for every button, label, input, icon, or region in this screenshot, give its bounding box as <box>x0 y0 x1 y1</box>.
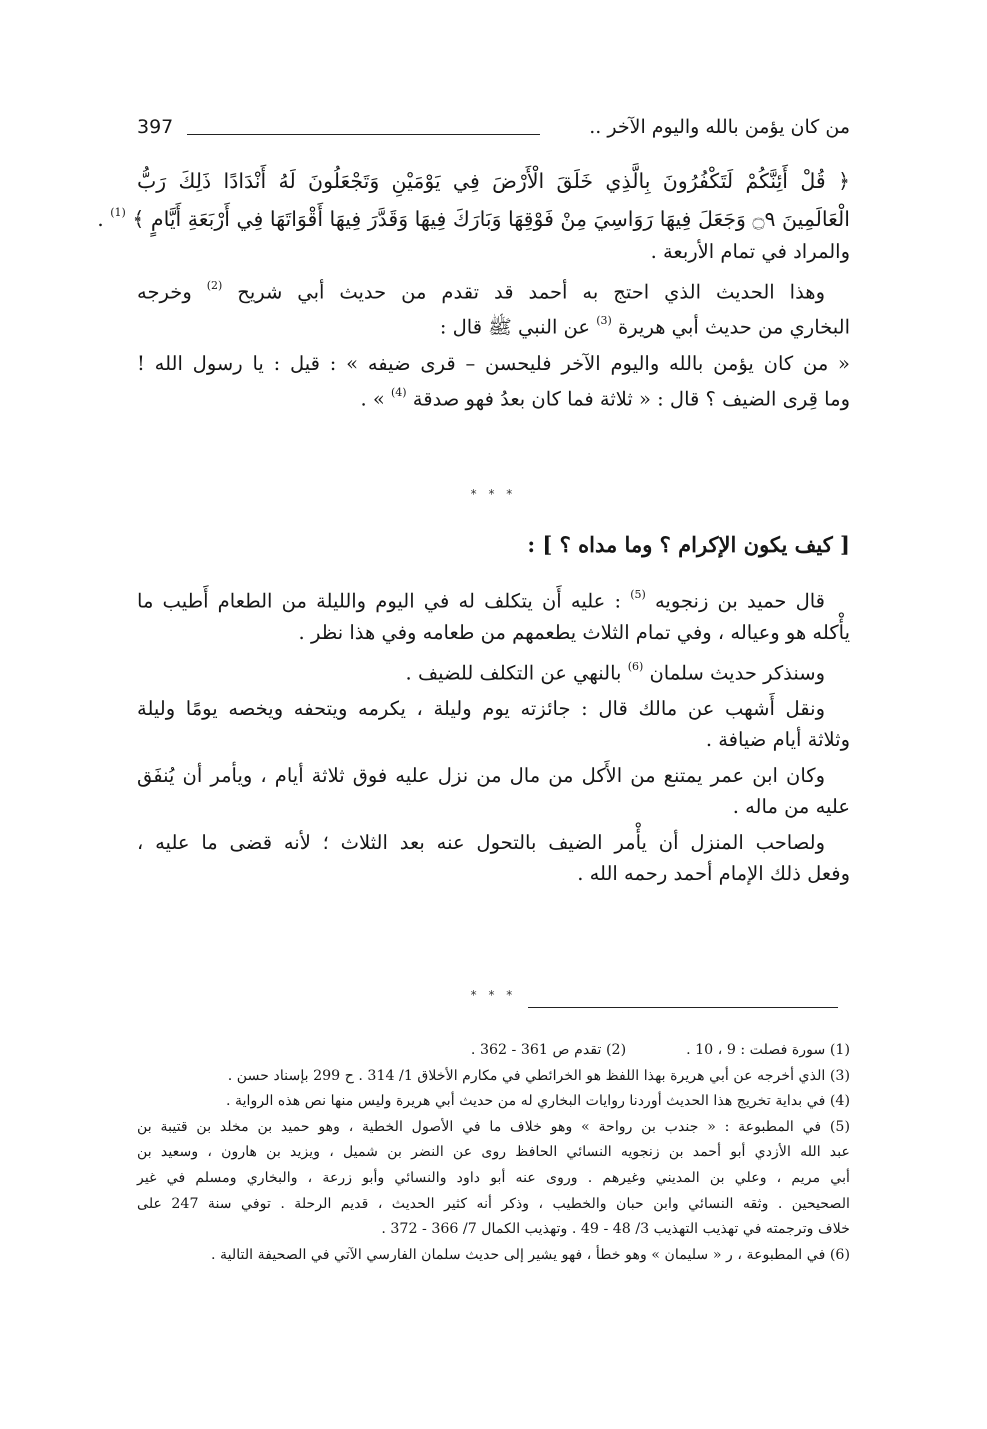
footnote-5: (5) في المطبوعة : « جندب بن رواحة » وهو خلاف ما في الأصول الخطية ، وهو حميد بن مخلد بن قتيبة بن عبد الله الأزدي أبو أحمد بن زنجويه النسائي الحافظ روى عن النضر بن شميل ، ويزيد بن هارون ، وسعيد بن أبي مريم ، وعلي بن المديني وغيرهم . وروى عنه أبو داود والنسائي وأبو زرعة ، والبخاري ومسلم في غير الصحيحين . وثقه النسائي وابن حبان والخطيب ، وذكر أنه كثير الحديث ، قديم الرحلة . توفي سنة 247 على خلاف وترجمته في تهذيب التهذيب 3/ 48 - 49 . وتهذيب الكمال 7/ 366 - 372 . <box>137 1118 851 1238</box>
footnote-row <box>137 1038 850 1064</box>
quran-line: الْعَالَمِينَ ۝٩ وَجَعَلَ فِيهَا رَوَاسِيَ مِنْ فَوْقِهَا وَبَارَكَ فِيهَا وَقَدَّرَ فِيهَا أَقْوَاتَهَا فِي أَرْبَعَةِ أَيَّامٍ ﴾ $^{(1)}$ . <box>97 206 850 231</box>
footnote-4: (4) في بداية تخريج هذا الحديث أوردنا روايات البخاري له من حديث أبي هريرة وليس منها نص هذه الرواية . <box>225 1093 850 1110</box>
section-text <box>137 581 850 889</box>
page-number: 397 <box>137 116 174 138</box>
footnote-2: (2) تقدم ص 361 - 362 . <box>470 1042 627 1058</box>
footnote-ref: (1) <box>110 206 126 219</box>
section-heading: [ كيف يكون الإكرام ؟ وما مداه ؟ ] : <box>527 532 850 557</box>
running-title: من كان يؤمن بالله واليوم الآخر .. <box>589 116 850 138</box>
header-rule <box>187 134 540 135</box>
paragraph: ولصاحب المنزل أن يأْمر الضيف بالتحول عنه بعد الثلاث ؛ لأنه قضى ما عليه ، وفعل ذلك الإمام أحمد رحمه الله . <box>137 831 850 885</box>
footnote-ref: (6) <box>627 659 644 673</box>
paragraph: وهذا الحديث الذي احتج به أحمد قد تقدم من حديث أبي شريح $^{(2)}$ وخرجه البخاري من حديث أبي هريرة $^{(3)}$ عن النبي ﷺ قال : <box>137 278 850 339</box>
paragraph: وسنذكر حديث سلمان $^{(6)}$ بالنهي عن التكلف للضيف . <box>405 659 825 684</box>
footnote-ref: (3) <box>596 314 612 328</box>
footnote-3: (3) الذي أخرجه عن أبي هريرة بهذا اللفظ هو الخرائطي في مكارم الأخلاق 1/ 314 . ح 299 بإسناد حسن . <box>227 1067 850 1084</box>
quran-line: ﴿ قُلْ أَئِنَّكُمْ لَتَكْفُرُونَ بِالَّذِي خَلَقَ الْأَرْضَ فِي يَوْمَيْنِ وَتَجْعَلُونَ لَهُ أَنْدَادًا ذَلِكَ رَبُّ <box>137 169 850 193</box>
footnotes <box>137 1038 850 1268</box>
footnote-rule <box>528 1007 838 1008</box>
paragraph: وكان ابن عمر يمتنع من الأَكل من مال من نزل عليه فوق ثلاثة أيام ، ويأمر أن يُنفَق عليه من ماله . <box>137 764 850 818</box>
footnote-ref: (4) <box>391 385 407 399</box>
footnote-6: (6) في المطبوعة ، ر « سليمان » وهو خطأ ، فهو يشير إلى حديث سلمان الفارسي الآتي في الصحيفة التالية . <box>211 1246 850 1263</box>
paragraph: والمراد في تمام الأربعة . <box>650 239 850 263</box>
footnote-1: (1) سورة فصلت : 9 ، 10 . <box>686 1042 850 1058</box>
section-separator: * * * <box>470 487 517 501</box>
paragraph: قال حميد بن زنجويه $^{(5)}$ : عليه أَن يتكلف له في اليوم والليلة من الطعام أَطيب ما يأْكله هو وعياله ، وفي تمام الثلاث يطعمهم من طعامه وفي هذا نظر . <box>137 588 850 644</box>
running-header <box>137 116 850 150</box>
main-text <box>97 165 850 414</box>
footnote-ref: (2) <box>206 278 223 292</box>
quran-verse <box>97 165 850 236</box>
paragraph: ونقل أَشهب عن مالك قال : جائزته يوم وليلة ، يكرمه ويتحفه ويخصه يومًا وليلة وثلاثة أيام ضيافة . <box>137 697 850 751</box>
footnote-ref: (5) <box>630 588 646 601</box>
section-separator: * * * <box>470 988 517 1002</box>
hadith-quote: « من كان يؤمن بالله واليوم الآخر فليحسن – قرى ضيفه » : قيل : يا رسول الله ! وما قِرى الضيف ؟ قال : « ثلاثة فما كان بعدُ فهو صدقة $^{(4)}$ » . <box>137 351 850 411</box>
